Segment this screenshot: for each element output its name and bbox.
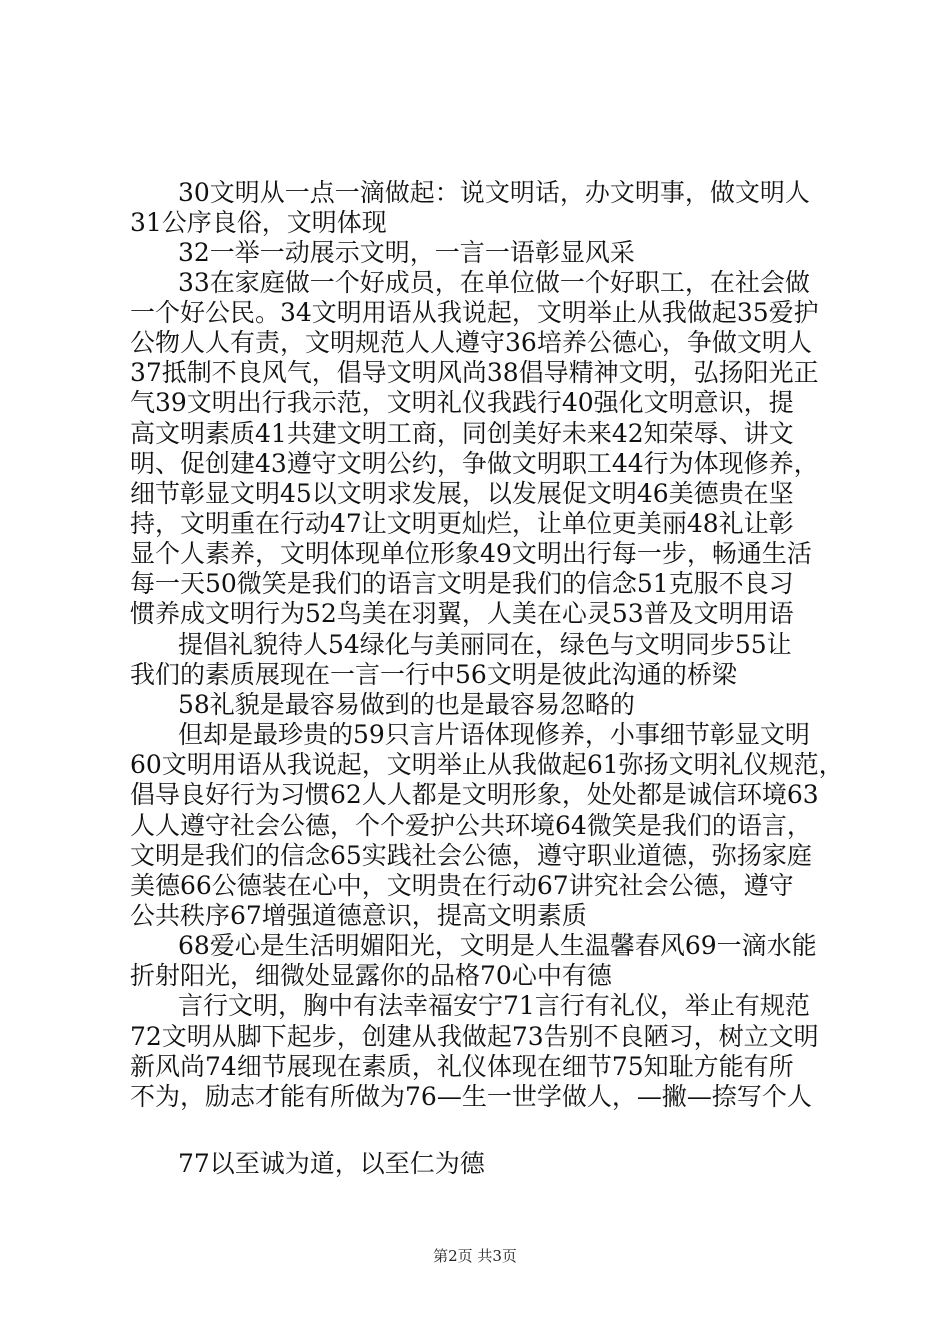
text-line: 72文明从脚下起步，创建从我做起73告别不良陋习，树立文明	[130, 1022, 819, 1051]
text-line: 惯养成文明行为52鸟美在羽翼，人美在心灵53普及文明用语	[130, 599, 794, 628]
page-number-footer: 第2页 共3页	[433, 1247, 517, 1265]
text-line: 折射阳光，细微处显露你的品格70心中有德	[130, 961, 612, 990]
text-line: 公物人人有责，文明规范人人遵守36培养公德心，争做文明人	[130, 328, 812, 357]
text-line: 58礼貌是最容易做到的也是最容易忽略的	[178, 690, 635, 719]
text-line: 持，文明重在行动47让文明更灿烂，让单位更美丽48礼让彰	[130, 509, 794, 538]
text-line: 一个好公民。34文明用语从我说起，文明举止从我做起35爱护	[130, 298, 819, 327]
text-line: 公共秩序67增强道德意识，提高文明素质	[130, 901, 587, 930]
text-line: 32一举一动展示文明，一言一语彰显风采	[178, 238, 635, 267]
text-line: 37抵制不良风气，倡导文明风尚38倡导精神文明，弘扬阳光正	[130, 358, 819, 387]
text-line: 33在家庭做一个好成员，在单位做一个好职工，在社会做	[178, 268, 810, 297]
text-line: 细节彰显文明45以文明求发展，以发展促文明46美德贵在坚	[130, 479, 794, 508]
text-line: 新风尚74细节展现在素质，礼仪体现在细节75知耻方能有所	[130, 1052, 794, 1081]
text-line: 倡导良好行为习惯62人人都是文明形象，处处都是诚信环境63	[130, 780, 819, 809]
text-line: 不为，励志才能有所做为76—生一世学做人，—撇—捺写个人	[130, 1082, 812, 1111]
text-line: 但却是最珍贵的59只言片语体现修养，小事细节彰显文明	[178, 720, 810, 749]
text-line: 31公序良俗，文明体现	[130, 208, 387, 237]
text-line: 77以至诚为道，以至仁为德	[178, 1149, 485, 1178]
text-line: 言行文明，胸中有法幸福安宁71言行有礼仪，举止有规范	[178, 991, 810, 1020]
text-line: 显个人素养，文明体现单位形象49文明出行每一步，畅通生活	[130, 539, 812, 568]
text-line: 每一天50微笑是我们的语言文明是我们的信念51克服不良习	[130, 569, 794, 598]
text-line: 美德66公德装在心中，文明贵在行动67讲究社会公德，遵守	[130, 871, 794, 900]
text-line: 人人遵守社会公德，个个爱护公共环境64微笑是我们的语言，	[130, 811, 812, 840]
text-line: 文明是我们的信念65实践社会公德，遵守职业道德，弥扬家庭	[130, 841, 812, 870]
text-line: 高文明素质41共建文明工商，同创美好未来42知荣辱、讲文	[130, 419, 794, 448]
text-line: 提倡礼貌待人54绿化与美丽同在，绿色与文明同步55让	[178, 630, 792, 659]
text-line: 60文明用语从我说起，文明举止从我做起61弥扬文明礼仪规范，	[130, 750, 844, 779]
text-line: 气39文明出行我示范，文明礼仪我践行40强化文明意识，提	[130, 388, 794, 417]
text-line: 我们的素质展现在一言一行中56文明是彼此沟通的桥梁	[130, 660, 737, 689]
text-line: 30文明从一点一滴做起：说文明话，办文明事，做文明人	[178, 178, 810, 207]
text-line: 68爱心是生活明媚阳光，文明是人生温馨春风69一滴水能	[178, 931, 817, 960]
text-line: 明、促创建43遵守文明公约，争做文明职工44行为体现修养，	[130, 449, 819, 478]
